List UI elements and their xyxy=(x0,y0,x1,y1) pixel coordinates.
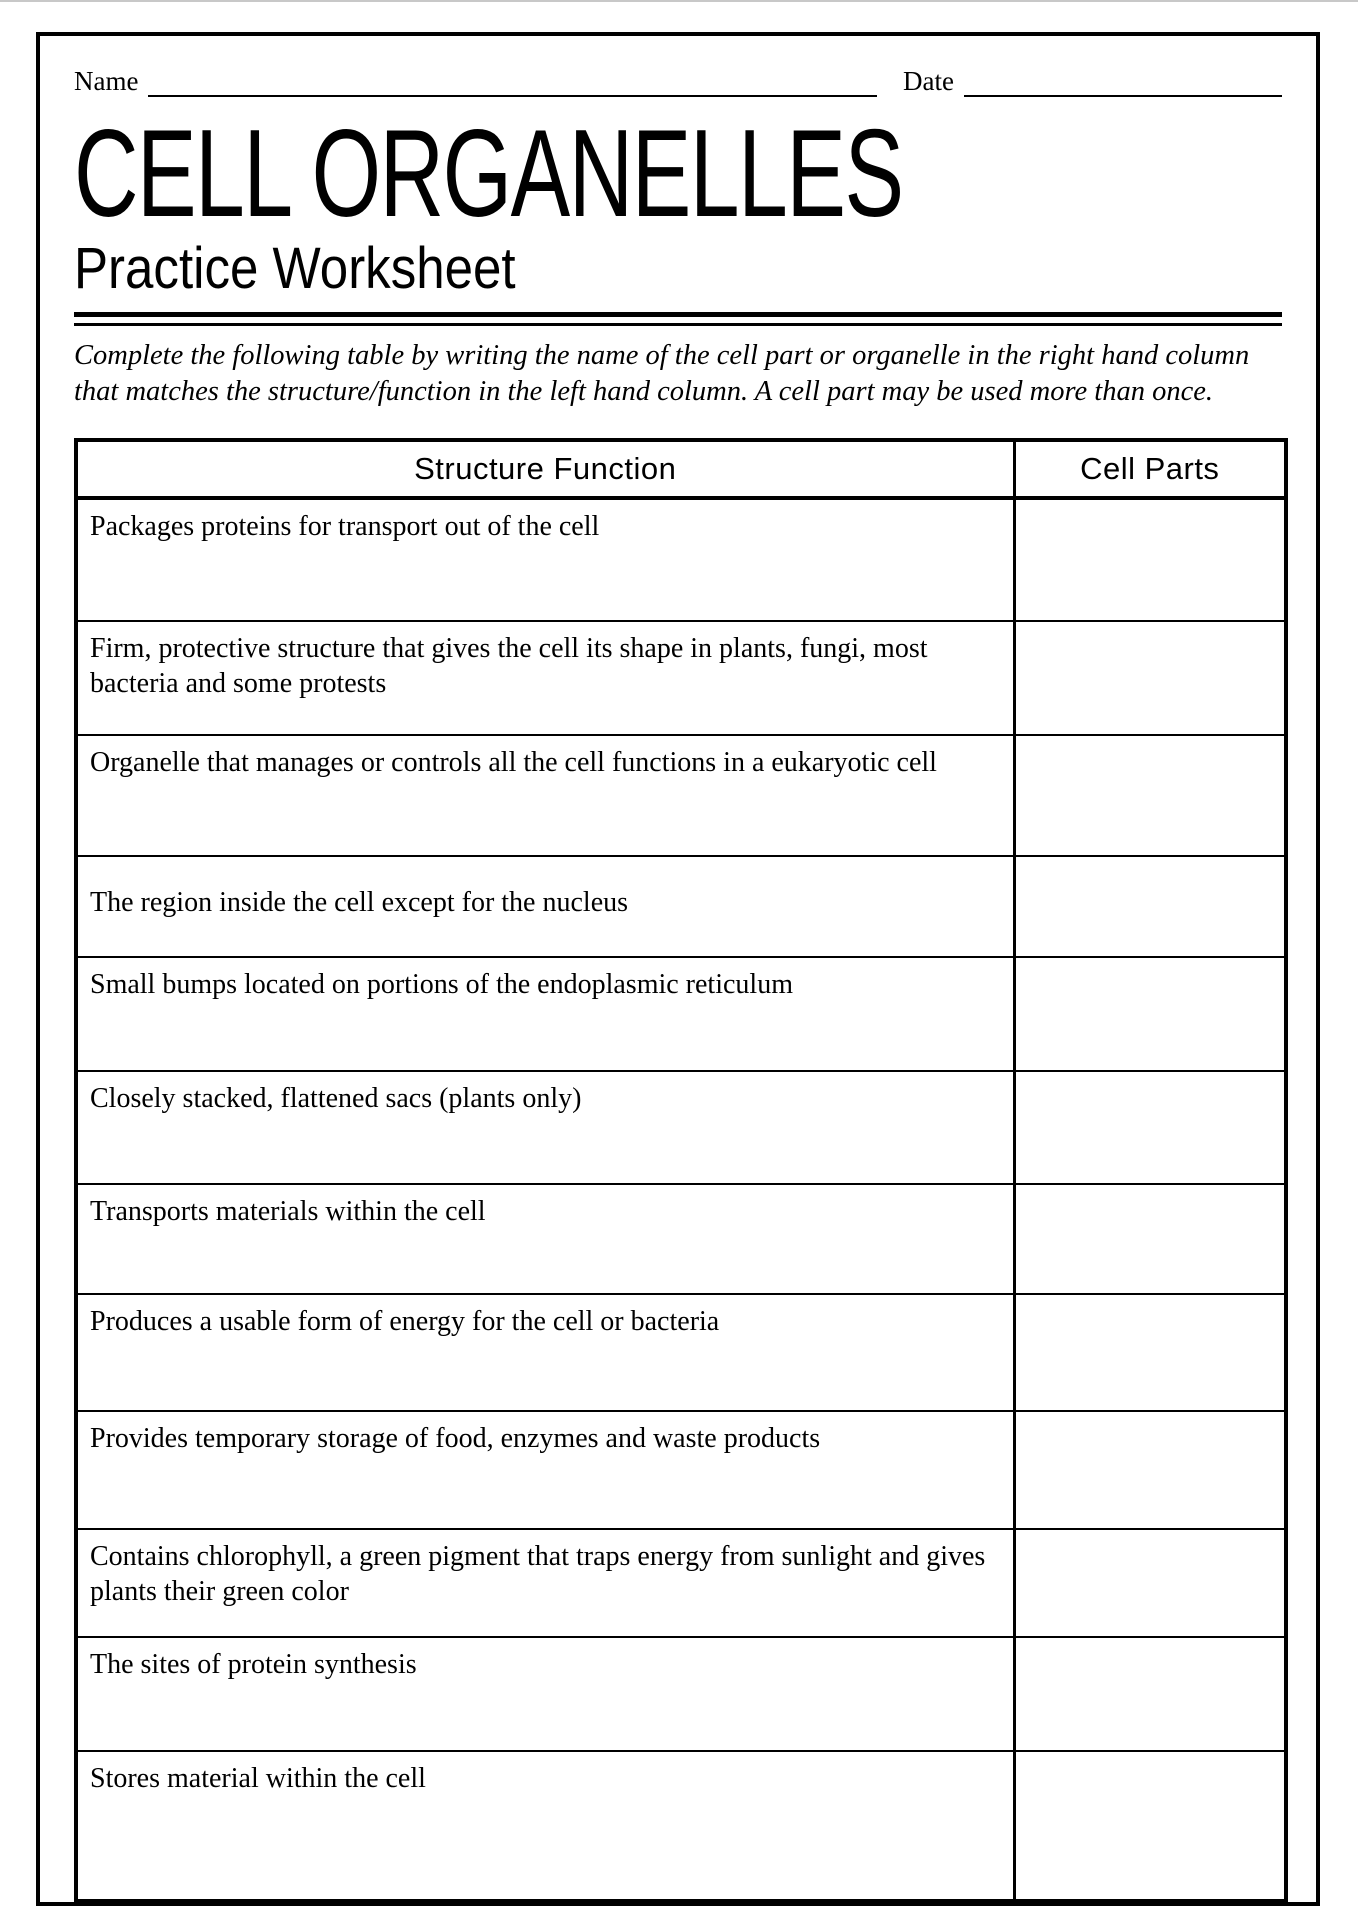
header-cell-parts: Cell Parts xyxy=(1014,440,1286,498)
cell-parts-answer-cell[interactable] xyxy=(1014,957,1286,1071)
table-row xyxy=(76,735,1286,856)
structure-function-cell: Firm, protective structure that gives the cell its shape in plants, fungi, most bacteria and some protests xyxy=(76,621,1014,735)
table-header-row xyxy=(76,440,1286,498)
cell-parts-answer-cell[interactable] xyxy=(1014,621,1286,735)
cell-parts-answer-cell[interactable] xyxy=(1014,498,1286,621)
table-row xyxy=(76,856,1286,957)
table-row xyxy=(76,1637,1286,1751)
table-row xyxy=(76,1751,1286,1901)
structure-function-cell: Organelle that manages or controls all the cell functions in a eukaryotic cell xyxy=(76,735,1014,856)
page-frame xyxy=(36,32,1320,1906)
divider-rule xyxy=(74,312,1282,326)
page-title: CELL ORGANELLES xyxy=(74,105,903,243)
name-date-row xyxy=(74,62,1282,100)
table-row xyxy=(76,957,1286,1071)
scan-artifact-line xyxy=(0,0,1358,2)
cell-parts-answer-cell[interactable] xyxy=(1014,1411,1286,1529)
cell-parts-answer-cell[interactable] xyxy=(1014,1294,1286,1411)
cell-parts-answer-cell[interactable] xyxy=(1014,1071,1286,1184)
table-row xyxy=(76,1071,1286,1184)
structure-function-cell: Contains chlorophyll, a green pigment that traps energy from sunlight and gives plants their green color xyxy=(76,1529,1014,1637)
structure-function-cell: The sites of protein synthesis xyxy=(76,1637,1014,1751)
date-label: Date xyxy=(903,66,954,96)
name-blank-line[interactable] xyxy=(148,62,877,97)
cell-parts-answer-cell[interactable] xyxy=(1014,1637,1286,1751)
table-row xyxy=(76,1294,1286,1411)
structure-function-cell: The region inside the cell except for the nucleus xyxy=(76,856,1014,957)
cell-parts-answer-cell[interactable] xyxy=(1014,1751,1286,1901)
page-subtitle: Practice Worksheet xyxy=(74,235,516,301)
worksheet-table xyxy=(74,438,1288,1903)
structure-function-cell: Provides temporary storage of food, enzymes and waste products xyxy=(76,1411,1014,1529)
table-row xyxy=(76,1184,1286,1294)
date-blank-line[interactable] xyxy=(964,62,1282,97)
structure-function-cell: Produces a usable form of energy for the cell or bacteria xyxy=(76,1294,1014,1411)
cell-parts-answer-cell[interactable] xyxy=(1014,1184,1286,1294)
table-row xyxy=(76,1411,1286,1529)
structure-function-cell: Stores material within the cell xyxy=(76,1751,1014,1901)
header-structure-function: Structure Function xyxy=(76,440,1014,498)
table-row xyxy=(76,498,1286,621)
structure-function-cell: Small bumps located on portions of the endoplasmic reticulum xyxy=(76,957,1014,1071)
cell-parts-answer-cell[interactable] xyxy=(1014,1529,1286,1637)
instructions-text: Complete the following table by writing the name of the cell part or organelle in the right hand column that matches the structure/function in the left hand column. A cell part may be used more than once. xyxy=(74,339,1250,407)
cell-parts-answer-cell[interactable] xyxy=(1014,735,1286,856)
table-row xyxy=(76,1529,1286,1637)
cell-parts-answer-cell[interactable] xyxy=(1014,856,1286,957)
structure-function-cell: Packages proteins for transport out of the cell xyxy=(76,498,1014,621)
name-label: Name xyxy=(74,66,139,96)
table-row xyxy=(76,621,1286,735)
structure-function-cell: Closely stacked, flattened sacs (plants only) xyxy=(76,1071,1014,1184)
structure-function-cell: Transports materials within the cell xyxy=(76,1184,1014,1294)
